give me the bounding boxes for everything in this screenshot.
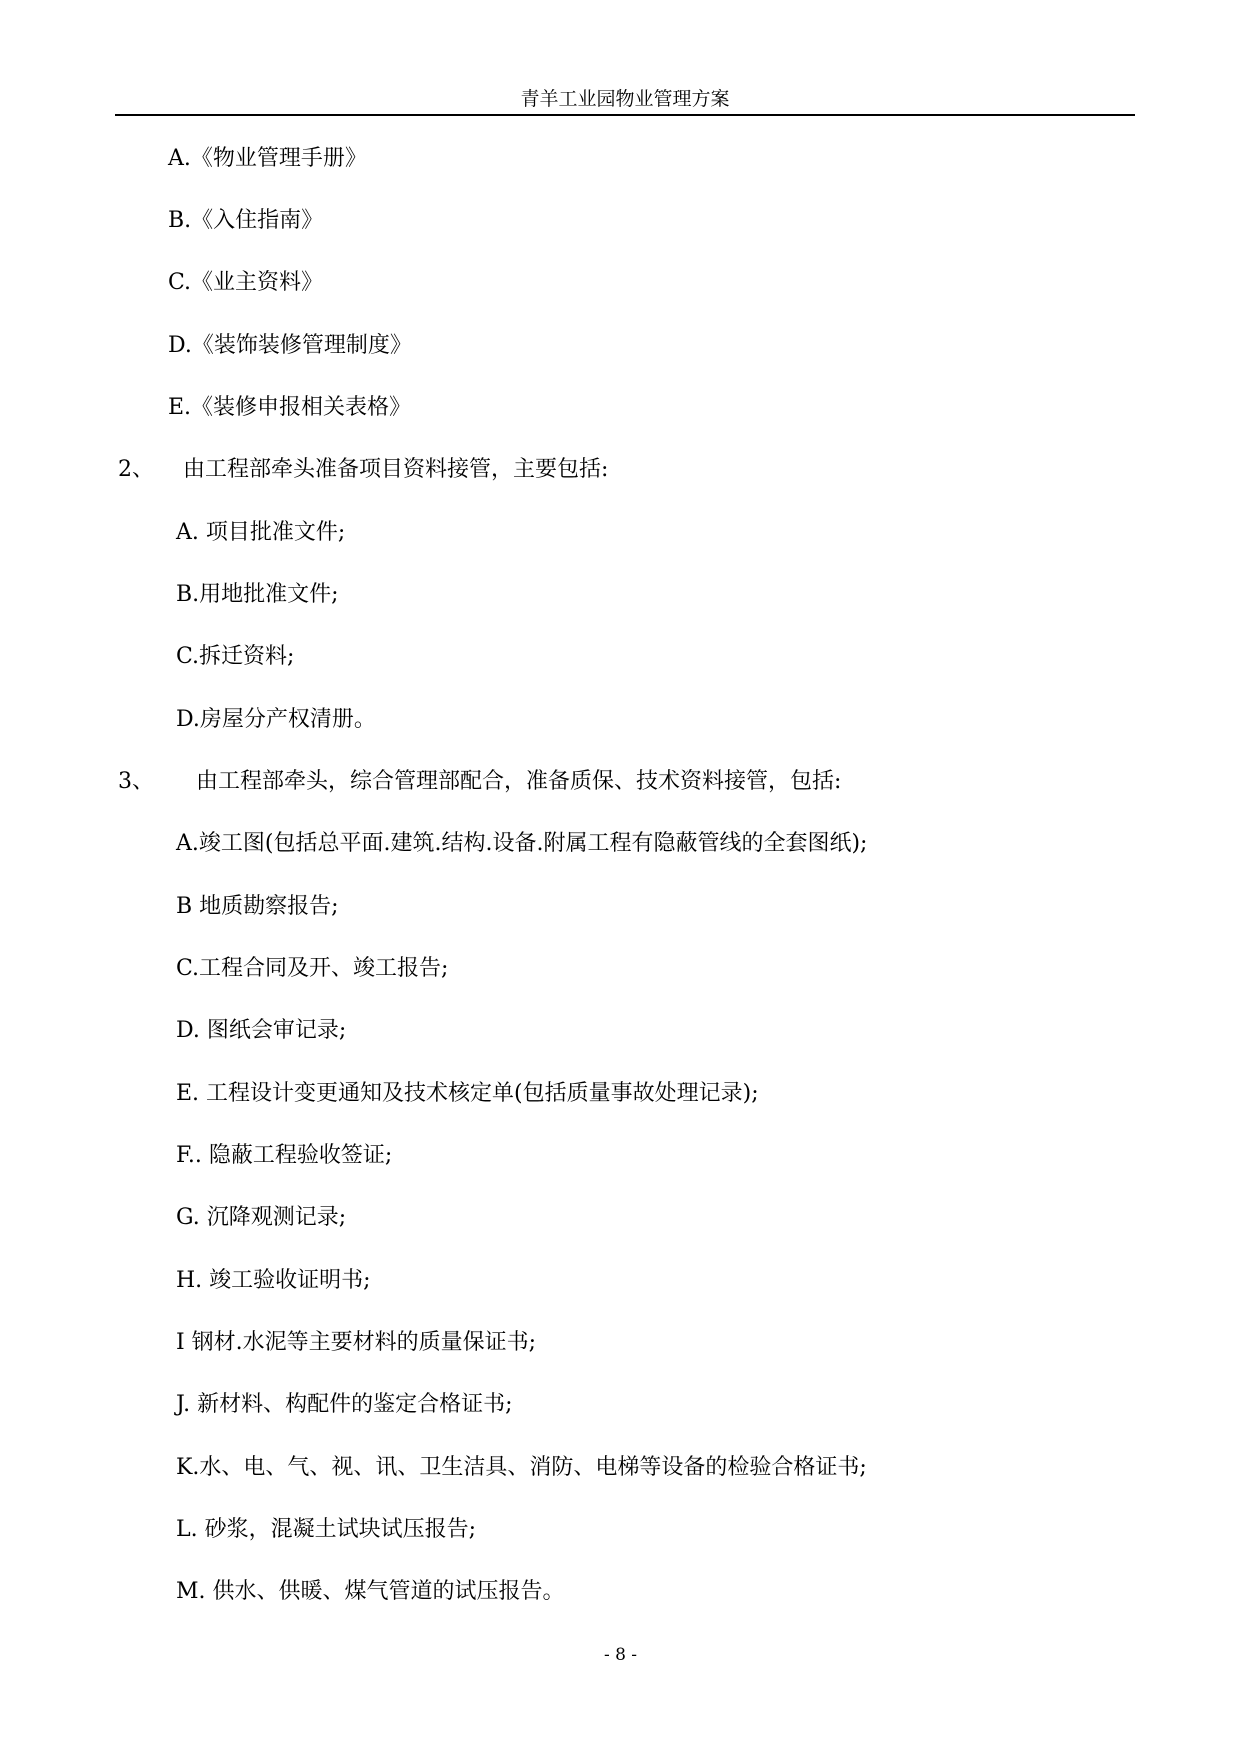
list-item: J. 新材料、构配件的鉴定合格证书; [176,1392,513,1417]
list-item: A.竣工图(包括总平面.建筑.结构.设备.附属工程有隐蔽管线的全套图纸); [176,831,868,856]
section-heading: 由工程部牵头准备项目资料接管，主要包括: [183,457,609,482]
list-item: G. 沉降观测记录; [176,1205,347,1230]
document-header: 青羊工业园物业管理方案 [520,88,730,110]
list-item: A. 项目批准文件; [176,520,346,545]
list-item: I 钢材.水泥等主要材料的质量保证书; [176,1330,537,1355]
header-rule [115,114,1135,116]
list-item: M. 供水、供暖、煤气管道的试压报告。 [176,1579,565,1604]
list-item: C.工程合同及开、竣工报告; [176,956,449,981]
list-item: E.《装修申报相关表格》 [168,395,412,420]
list-item: L. 砂浆，混凝土试块试压报告; [176,1517,477,1542]
list-item: B.《入住指南》 [168,208,324,233]
list-item: C.《业主资料》 [168,270,324,295]
list-item: D.《装饰装修管理制度》 [168,333,412,358]
list-item: B.用地批准文件; [176,582,339,607]
list-item: D.房屋分产权清册。 [176,707,376,732]
list-item: D. 图纸会审记录; [176,1018,347,1043]
list-item: A.《物业管理手册》 [168,146,367,171]
list-item: K.水、电、气、视、讯、卫生洁具、消防、电梯等设备的检验合格证书; [176,1455,867,1480]
list-item: C.拆迁资料; [176,644,295,669]
list-item: B 地质勘察报告; [176,894,339,919]
section-heading: 由工程部牵头，综合管理部配合，准备质保、技术资料接管，包括: [196,769,842,794]
list-item: H. 竣工验收证明书; [176,1268,371,1293]
section-number: 2、 [118,457,154,482]
page-number: - 8 - [603,1645,638,1665]
section-number: 3、 [118,769,154,794]
list-item: E. 工程设计变更通知及技术核定单(包括质量事故处理记录); [176,1081,759,1106]
list-item: F.. 隐蔽工程验收签证; [176,1143,393,1168]
